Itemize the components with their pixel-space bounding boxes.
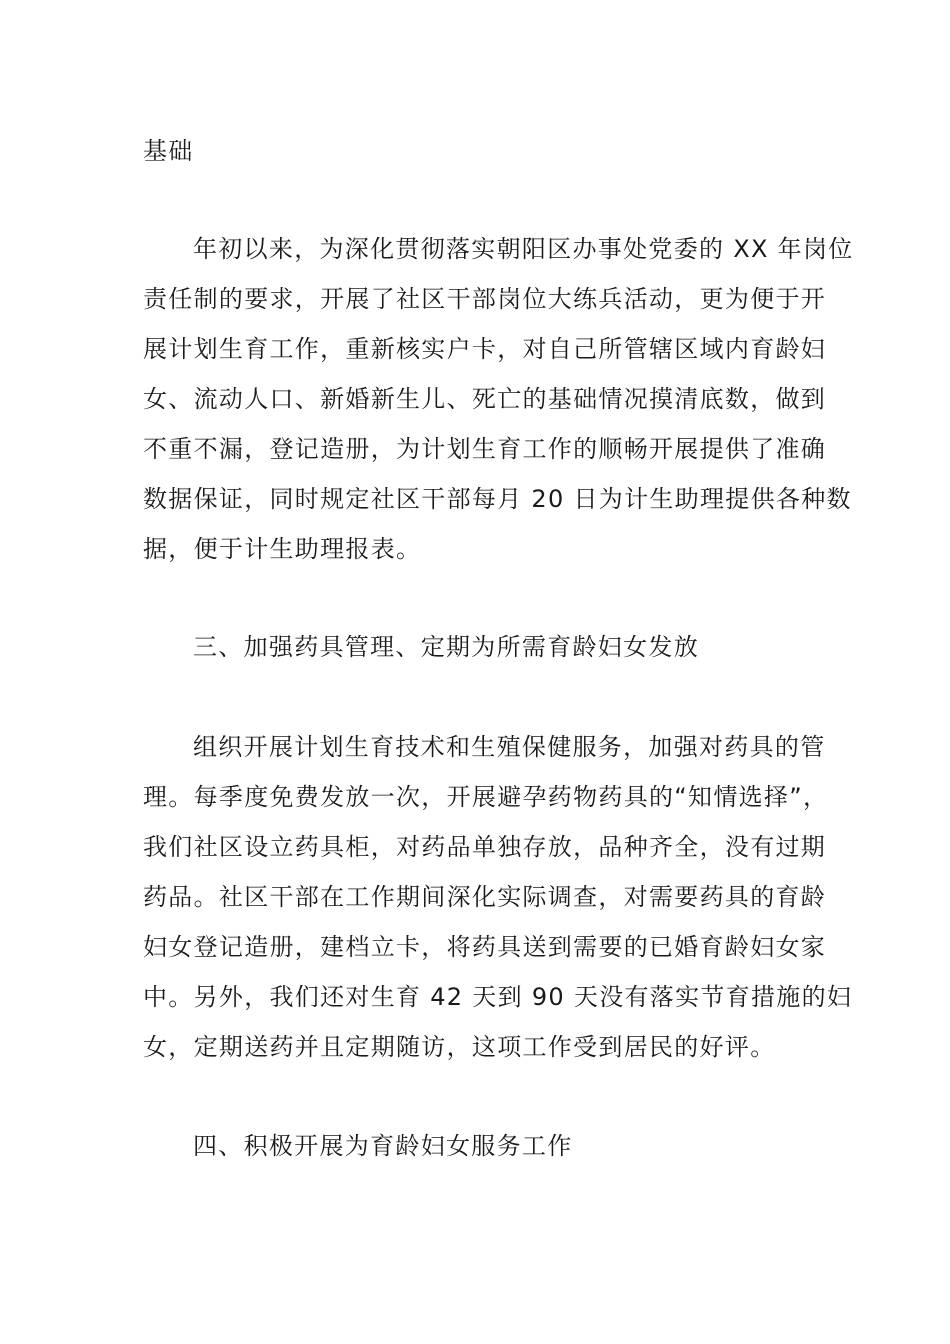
paragraph-line: 女，定期送药并且定期随访，这项工作受到居民的好评。: [143, 1033, 776, 1061]
paragraph-line: 女、流动人口、新婚新生儿、死亡的基础情况摸清底数，做到: [143, 385, 827, 413]
paragraph-line: 妇女登记造册，建档立卡，将药具送到需要的已婚育龄妇女家: [143, 933, 827, 961]
continuation-line: 基础: [143, 137, 194, 165]
paragraph-line: 据，便于计生助理报表。: [143, 535, 422, 563]
section-heading-4: 四、积极开展为育龄妇女服务工作: [193, 1132, 573, 1160]
paragraph-line: 药品。社区干部在工作期间深化实际调查，对需要药具的育龄: [143, 883, 827, 911]
paragraph-line: 中。另外，我们还对生育 42 天到 90 天没有落实节育措施的妇: [143, 983, 853, 1011]
paragraph-line: 理。每季度免费发放一次，开展避孕药物药具的“知情选择”，: [143, 783, 829, 811]
paragraph-line: 年初以来，为深化贯彻落实朝阳区办事处党委的 XX 年岗位: [193, 235, 854, 263]
paragraph-line: 组织开展计划生育技术和生殖保健服务，加强对药具的管: [193, 733, 826, 761]
paragraph-line: 责任制的要求，开展了社区干部岗位大练兵活动，更为便于开: [143, 285, 827, 313]
paragraph-line: 不重不漏，登记造册，为计划生育工作的顺畅开展提供了准确: [143, 435, 827, 463]
paragraph-line: 我们社区设立药具柜，对药品单独存放，品种齐全，没有过期: [143, 833, 827, 861]
paragraph-line: 展计划生育工作，重新核实户卡，对自己所管辖区域内育龄妇: [143, 335, 827, 363]
section-heading-3: 三、加强药具管理、定期为所需育龄妇女发放: [193, 633, 699, 661]
paragraph-line: 数据保证，同时规定社区干部每月 20 日为计生助理提供各种数: [143, 485, 852, 513]
